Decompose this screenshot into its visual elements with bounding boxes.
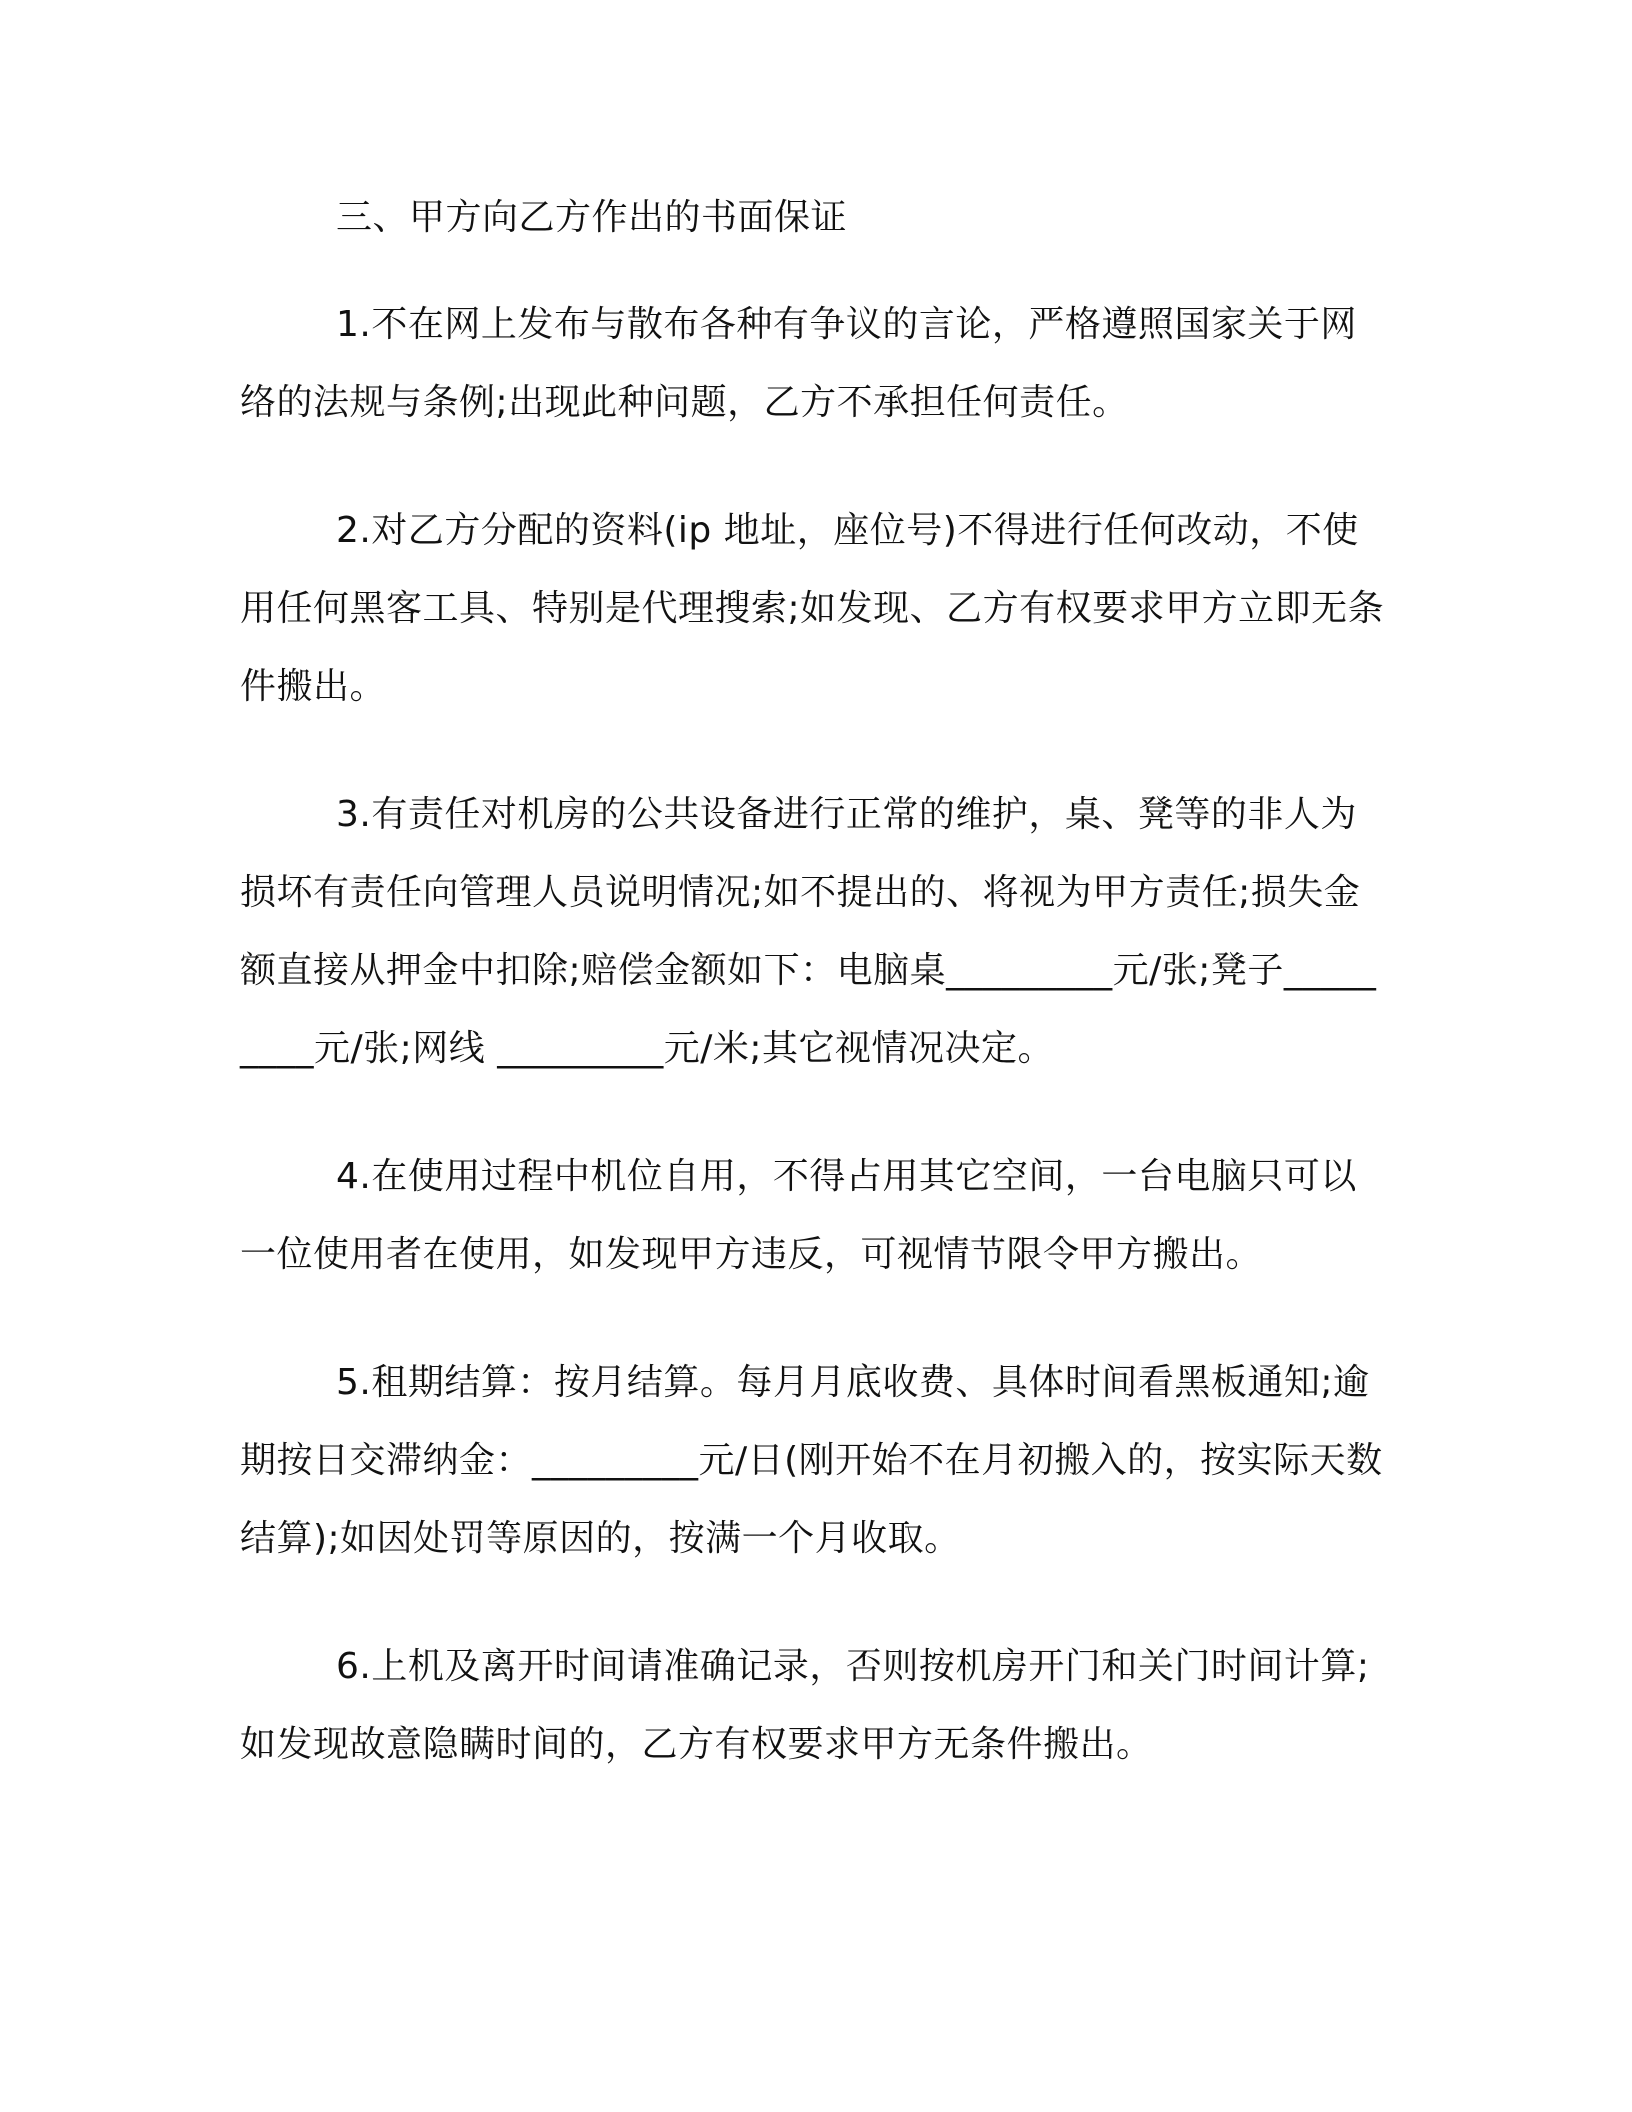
document-body — [240, 190, 1390, 1784]
clause-6: 6.上机及离开时间请准确记录，否则按机房开门和关门时间计算;如发现故意隐瞒时间的，乙方有权要求甲方无条件搬出。 — [240, 1646, 1370, 1765]
clause-5: 5.租期结算：按月结算。每月月底收费、具体时间看黑板通知;逾期按日交滞纳金：_________元/日(刚开始不在月初搬入的，按实际天数结算);如因处罚等原因的，按满一个月收取。 — [240, 1362, 1383, 1559]
section-heading: 三、甲方向乙方作出的书面保证 — [336, 197, 848, 238]
clause-3: 3.有责任对机房的公共设备进行正常的维护，桌、凳等的非人为损坏有责任向管理人员说明情况;如不提出的、将视为甲方责任;损失金额直接从押金中扣除;赔偿金额如下：电脑桌_________元/张;凳子_________元/张;网线 _________元/米;其它视情况决定。 — [240, 794, 1377, 1069]
clause-4: 4.在使用过程中机位自用，不得占用其它空间，一台电脑只可以一位使用者在使用，如发现甲方违反，可视情节限令甲方搬出。 — [240, 1156, 1357, 1275]
clause-2: 2.对乙方分配的资料(ip 地址，座位号)不得进行任何改动，不使用任何黑客工具、特别是代理搜索;如发现、乙方有权要求甲方立即无条件搬出。 — [240, 510, 1385, 707]
clause-1: 1.不在网上发布与散布各种有争议的言论，严格遵照国家关于网络的法规与条例;出现此种问题，乙方不承担任何责任。 — [240, 304, 1357, 423]
